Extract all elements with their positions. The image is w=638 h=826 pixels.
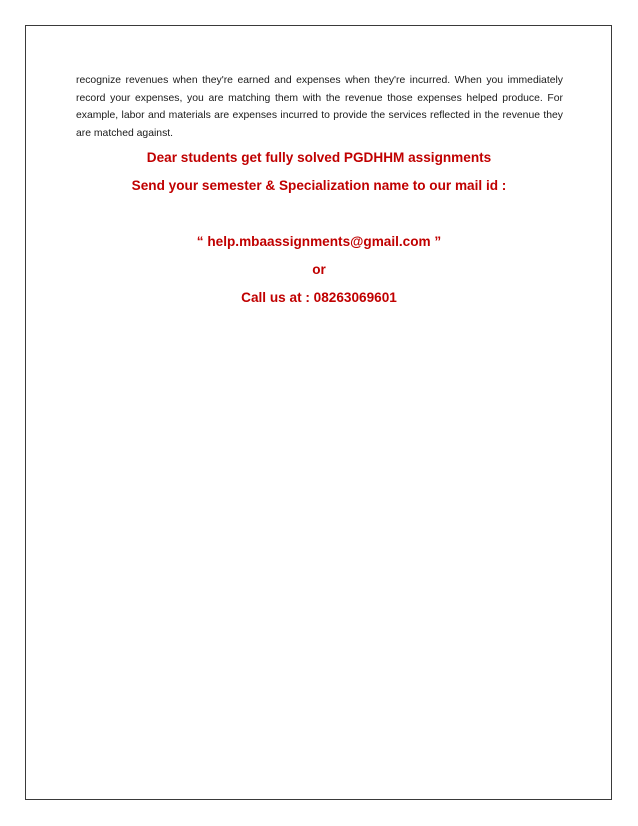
promo-email: “ help.mbaassignments@gmail.com ” — [196, 234, 442, 249]
promo-phone: Call us at : 08263069601 — [241, 290, 397, 305]
body-paragraph: recognize revenues when they're earned and expenses when they're incurred. When you immediately record your expenses, you are matching them with the revenue those expenses helped produce. For example, labor and materials are expenses incurred to provide the services reflected in the revenue they are matched against. — [76, 75, 563, 139]
promo-instruction: Send your semester & Specialization name to our mail id : — [131, 178, 507, 193]
promo-or: or — [312, 262, 326, 277]
promo-headline: Dear students get fully solved PGDHHM assignments — [146, 150, 492, 165]
